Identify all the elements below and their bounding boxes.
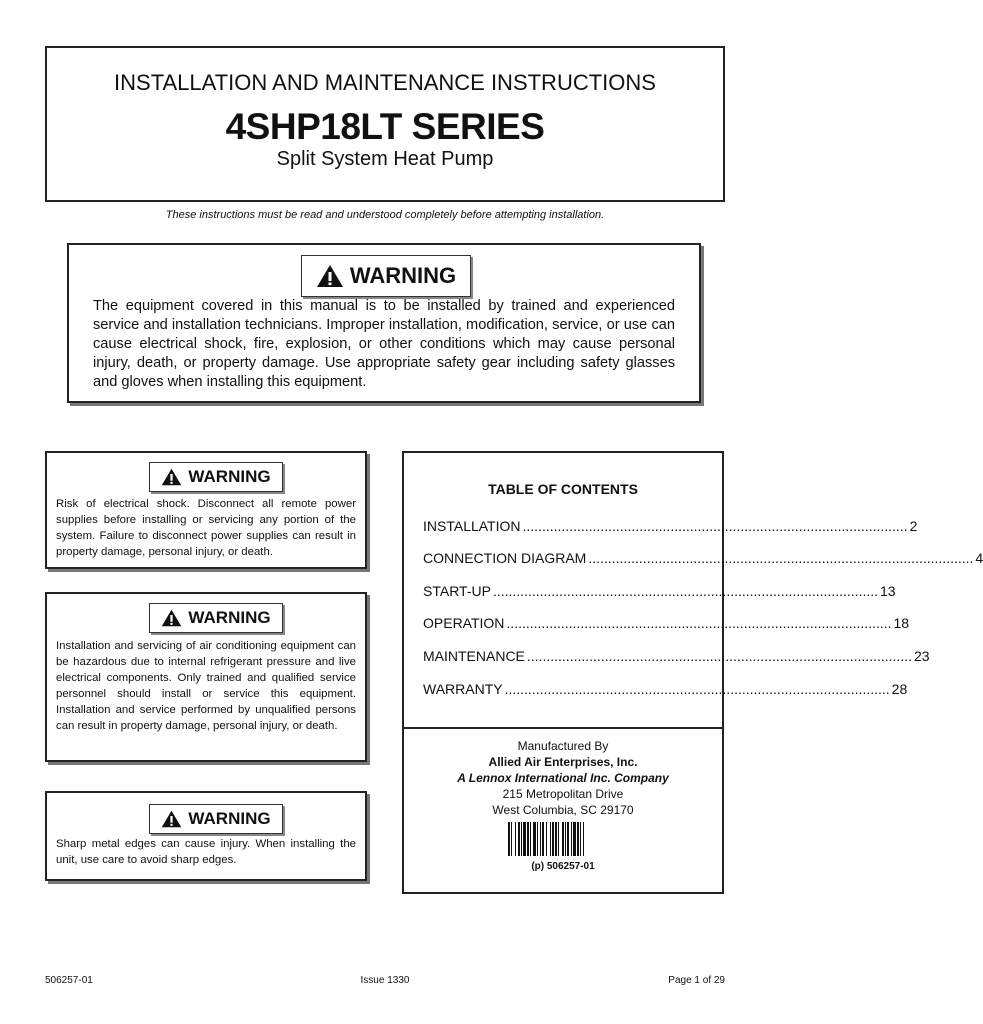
footer-page-number: Page 1 of 29 (668, 975, 725, 986)
manufacturer-company: Allied Air Enterprises, Inc. (488, 755, 638, 769)
toc-entry-warranty[interactable] (423, 681, 908, 697)
warning-badge (149, 462, 283, 492)
toc-entry-name: CONNECTION DIAGRAM (423, 550, 587, 566)
footer-doc-number: 506257-01 (45, 975, 93, 986)
main-warning-box (67, 243, 701, 403)
toc-leader-dots: ................................................................................................... (492, 583, 879, 599)
warning-box-hazardous-servicing (45, 592, 367, 762)
warning-triangle-icon (161, 609, 182, 627)
warning-label: WARNING (188, 809, 271, 828)
section-divider (404, 727, 722, 729)
document-type-heading: INSTALLATION AND MAINTENANCE INSTRUCTIONS (114, 70, 656, 95)
toc-entry-name: MAINTENANCE (423, 648, 525, 664)
intro-note: These instructions must be read and understood completely before attempting installation. (165, 209, 605, 221)
toc-entry-name: INSTALLATION (423, 518, 521, 534)
toc-leader-dots: ................................................................................................... (506, 615, 892, 631)
warning-label: WARNING (349, 263, 457, 288)
toc-entry-installation[interactable] (423, 518, 918, 534)
warning-triangle-icon (161, 468, 182, 486)
barcode-icon (508, 822, 620, 856)
title-box (45, 46, 725, 202)
warning-badge (301, 255, 471, 297)
toc-leader-dots: ................................................................................................... (522, 518, 908, 534)
toc-leader-dots: ................................................................................................... (504, 681, 890, 697)
toc-entry-name: START-UP (423, 583, 491, 599)
warning-triangle-icon (161, 810, 182, 828)
warning-label: WARNING (188, 608, 271, 627)
warning-triangle-icon (316, 264, 344, 288)
toc-entry-page: 28 (891, 681, 908, 697)
warning-badge (149, 804, 283, 834)
toc-title: TABLE OF CONTENTS (488, 481, 638, 497)
toc-entry-start-up[interactable] (423, 583, 896, 599)
toc-entry-page: 18 (893, 615, 910, 631)
warning-box-electrical-shock (45, 451, 367, 569)
toc-entry-page: 23 (913, 648, 930, 664)
table-of-contents-box (402, 451, 983, 894)
toc-entry-name: OPERATION (423, 615, 505, 631)
address-line-1: 215 Metropolitan Drive (502, 787, 624, 801)
toc-entry-operation[interactable] (423, 615, 910, 631)
warning-badge (149, 603, 283, 633)
toc-entry-page: 4 (975, 550, 983, 566)
warning-text: Sharp metal edges can cause injury. When installing the unit, use care to avoid sharp edges. (56, 838, 356, 866)
warning-label: WARNING (188, 467, 271, 486)
warning-box-sharp-edges (45, 791, 367, 881)
toc-leader-dots: ................................................................................................... (526, 648, 912, 664)
toc-entry-connection-diagram[interactable] (423, 550, 983, 566)
manufactured-by-label: Manufactured By (517, 739, 609, 753)
part-number-label: (p) 506257-01 (531, 861, 595, 872)
warning-text: Installation and servicing of air conditioning equipment can be hazardous due to internal refrigerant pressure and live electrical components. Only trained and qualified service personnel should install or service this equipment. Installation and service performed by unqualified persons can result in property damage, personal injury, or death. (56, 640, 356, 732)
parent-company: A Lennox International Inc. Company (457, 771, 669, 785)
product-subtitle: Split System Heat Pump (276, 148, 494, 170)
footer-issue: Issue 1330 (360, 975, 410, 986)
toc-entry-maintenance[interactable] (423, 648, 930, 664)
toc-entry-name: WARRANTY (423, 681, 503, 697)
main-warning-text: The equipment covered in this manual is to be installed by trained and experienced service and installation technicians. Improper installation, modification, service, or use can cause electrical shock, fire, explosion, or other conditions which may cause personal injury, death, or property damage. Use appropriate safety gear including safety glasses and gloves when installing this equipment. (93, 298, 675, 390)
address-line-2: West Columbia, SC 29170 (492, 803, 634, 817)
series-title: 4SHP18LT SERIES (225, 106, 545, 147)
warning-text: Risk of electrical shock. Disconnect all remote power supplies before installing or servicing any portion of the system. Failure to disconnect power supplies can result in property damage, personal injury, or death. (56, 498, 356, 558)
toc-leader-dots: ................................................................................................... (588, 550, 974, 566)
toc-entry-page: 2 (909, 518, 918, 534)
toc-entry-page: 13 (880, 583, 896, 599)
